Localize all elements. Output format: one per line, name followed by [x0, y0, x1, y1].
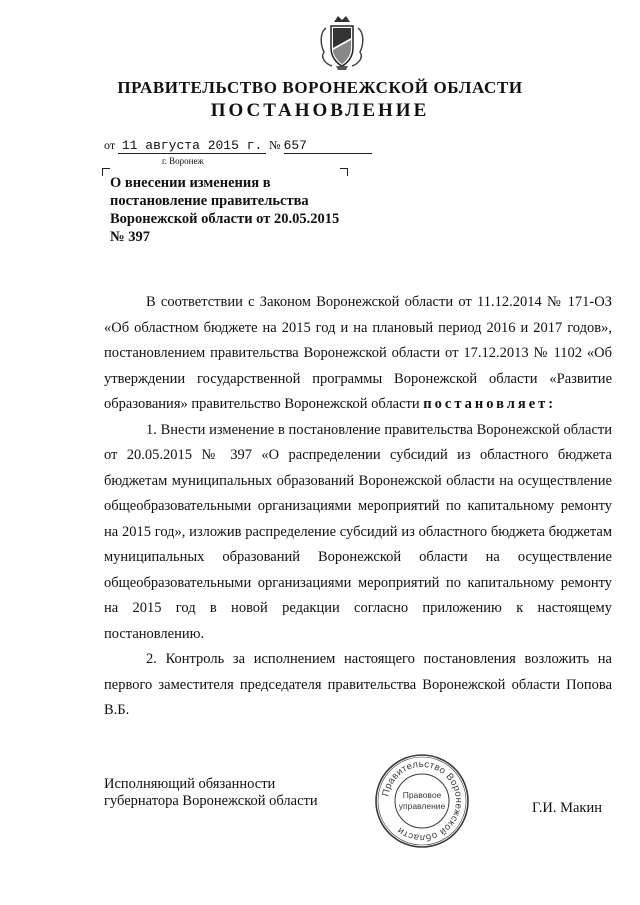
subject-corner-right — [340, 168, 348, 176]
document-body — [104, 290, 612, 724]
subject-corner-left — [102, 168, 110, 176]
stamp-center-line-1: Правовое — [402, 790, 442, 800]
item-2-paragraph: 2. Контроль за исполнением настоящего постановления возложить на первого заместителя председателя правительства Воронежской области Попова В.Б. — [104, 651, 612, 718]
stamp-center-line-2: управление — [398, 801, 446, 811]
number-field — [284, 138, 372, 154]
date-field — [118, 138, 266, 154]
stamp-ring-text: Правительство Воронежской области — [380, 758, 465, 844]
city-label: г. Воронеж — [162, 156, 204, 166]
decree-word: постановляет: — [423, 396, 557, 412]
date-number-line — [104, 138, 372, 154]
signer-name: Г.И. Макин — [532, 800, 602, 816]
preamble-paragraph — [104, 290, 612, 418]
organization-title: ПРАВИТЕЛЬСТВО ВОРОНЕЖСКОЙ ОБЛАСТИ — [117, 78, 523, 97]
signer-position-line-2: губернатора Воронежской области — [104, 793, 318, 809]
document-date: 11 августа 2015 г. — [121, 138, 263, 153]
official-stamp — [373, 752, 471, 850]
signer-position-line-1: Исполняющий обязанности — [104, 776, 276, 792]
coat-of-arms-emblem — [316, 14, 368, 72]
preamble-text: В соответствии с Законом Воронежской области от 11.12.2014 № 171-ОЗ «Об областном бюджете на 2015 год и на плановый период 2016 и 2017 годов», постановлением правительства Воронежской области от 17.12.2013 № 1102 «Об утверждении государственной программы Воронежской области «Развитие образования» правительство Воронежской области — [104, 294, 612, 412]
document-number: 657 — [283, 138, 307, 153]
date-prefix: от — [104, 138, 116, 152]
document-subject: О внесении изменения в постановление правительства Воронежской области от 20.05.2015 № 397 — [110, 175, 340, 245]
number-label: № — [269, 138, 281, 152]
signer-position — [104, 776, 318, 810]
document-type-title: ПОСТАНОВЛЕНИЕ — [210, 100, 430, 121]
item-1-paragraph: 1. Внести изменение в постановление правительства Воронежской области от 20.05.2015 № 397 «О распределении субсидий из областного бюджета бюджетам муниципальных образований Воронежской области на осуществление общеобразовательными организациями мероприятий по капитальному ремонту на 2015 год», изложив распределение субсидий из областного бюджета бюджетам муниципальных образований Воронежской области на осуществление общеобразовательными организациями мероприятий по капитальному ремонту на 2015 год в новой редакции согласно приложению к настоящему постановлению. — [104, 421, 612, 642]
